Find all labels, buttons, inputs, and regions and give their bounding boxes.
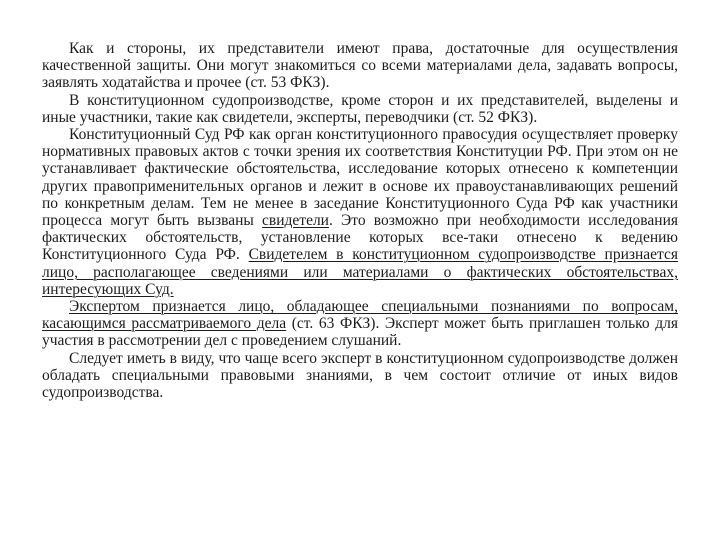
paragraph-1 bbox=[42, 40, 678, 92]
paragraph-3 bbox=[42, 126, 678, 298]
witness-definition: Свидетелем в конституционном судопроизводстве признается лицо, располагающее сведениями или материалами о фактических обстоятельствах, интересующих Суд. bbox=[42, 246, 679, 298]
expert-definition: Экспертом признается лицо, обладающее специальными познаниями по вопросам, касающимся рассматриваемого дела bbox=[42, 298, 678, 333]
paragraph-4 bbox=[42, 298, 678, 350]
paragraph-3-text: Конституционный Суд РФ как орган конституционного правосудия осуществляет проверку нормативных правовых актов с точки зрения их соответствия Конституции РФ. При этом он не устанавливает фактические обстоятельства, исследование которых отнесено к компетенции других правоприменительных органов и лежит в основе их правоустанавливающих решений по конкретным делам. Тем не менее в заседание Конституционного Суда РФ как участники процесса могут быть вызваны bbox=[42, 126, 678, 230]
underlined-term-witnesses: свидетели bbox=[262, 212, 329, 230]
document-body bbox=[42, 40, 678, 401]
paragraph-3-text-cont: . Это возможно при необходимости исследования фактических обстоятельств, установление которых все-таки отнесено к ведению Конституционного Суда РФ. bbox=[42, 212, 678, 264]
paragraph-2-text: В конституционном судопроизводстве, кроме сторон и их представителей, выделены и иные участники, такие как свидетели, эксперты, переводчики (ст. 52 ФКЗ). bbox=[42, 91, 678, 126]
paragraph-4-text: (ст. 63 ФКЗ). Эксперт может быть приглашен только для участия в рассмотрении дел с проведением слушаний. bbox=[42, 315, 678, 350]
paragraph-5 bbox=[42, 350, 678, 402]
paragraph-1-text: Как и стороны, их представители имеют права, достаточные для осуществления качественной защиты. Они могут знакомиться со всеми материалами дела, задавать вопросы, заявлять ходатайства и прочее (ст. 53 ФКЗ). bbox=[42, 40, 678, 92]
paragraph-5-text: Следует иметь в виду, что чаще всего эксперт в конституционном судопроизводстве должен обладать специальными правовыми знаниями, в чем состоит отличие от иных видов судопроизводства. bbox=[42, 349, 678, 402]
paragraph-2 bbox=[42, 92, 678, 126]
